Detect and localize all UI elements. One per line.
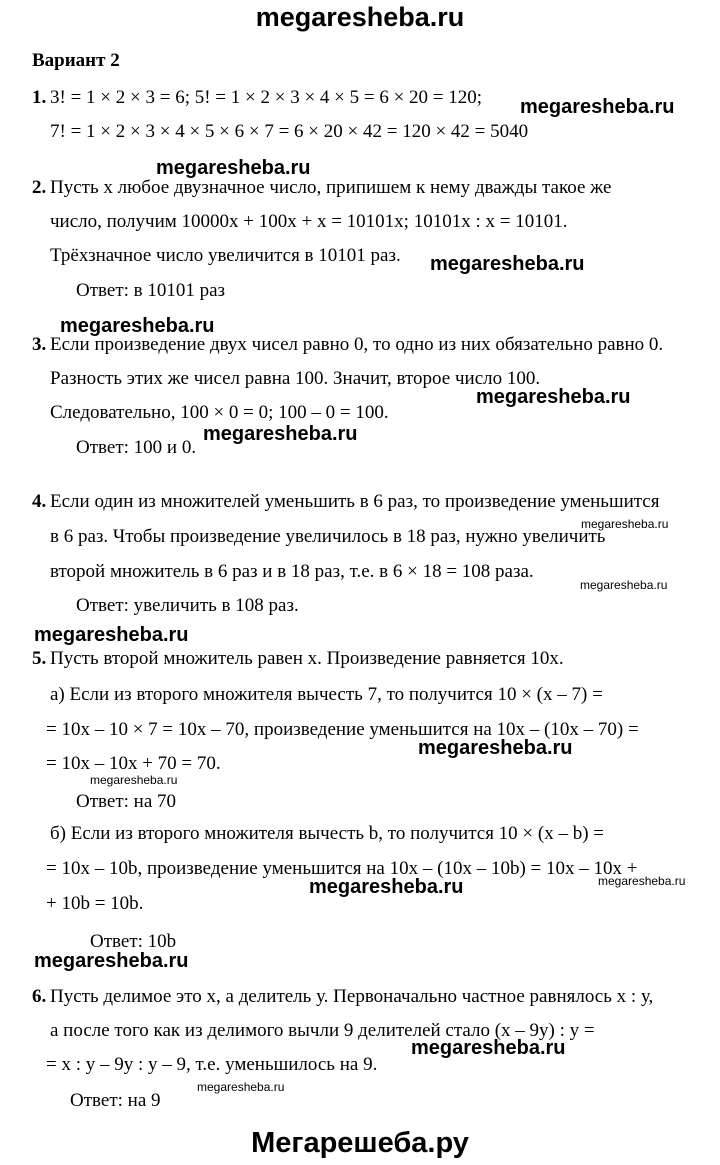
task-1-line-1: 3! = 1 × 2 × 3 = 6; 5! = 1 × 2 × 3 × 4 × 5 = 6 × 20 = 120; — [50, 87, 483, 108]
watermark-small: megaresheba.ru — [580, 578, 668, 592]
task-5b-line-2: = 10х – 10b, произведение уменьшится на 10х – (10х – 10b) = 10х – 10х + — [46, 858, 638, 879]
task-2-number: 2. — [32, 177, 47, 198]
task-3-answer: Ответ: 100 и 0. — [76, 437, 197, 458]
site-footer[interactable]: Мегарешеба.ру — [251, 1127, 469, 1159]
task-4-line-2: в 6 раз. Чтобы произведение увеличилось в 18 раз, нужно увеличить — [50, 526, 606, 547]
task-5b-line-3: + 10b = 10b. — [46, 893, 144, 914]
task-6-number: 6. — [32, 986, 47, 1007]
watermark: megaresheba.ru — [411, 1037, 566, 1059]
watermark: megaresheba.ru — [520, 96, 675, 118]
watermark-small: megaresheba.ru — [581, 517, 669, 531]
task-2-answer: Ответ: в 10101 раз — [76, 280, 226, 301]
task-5-line-1: Пусть второй множитель равен х. Произведение равняется 10х. — [50, 648, 564, 669]
task-3-number: 3. — [32, 334, 47, 355]
task-5a-line-1: а) Если из второго множителя вычесть 7, то получится 10 × (х – 7) = — [50, 684, 603, 705]
watermark: megaresheba.ru — [418, 737, 573, 759]
site-header[interactable]: megaresheba.ru — [255, 2, 465, 32]
watermark-small: megaresheba.ru — [197, 1080, 285, 1094]
task-4-answer: Ответ: увеличить в 108 раз. — [76, 595, 299, 616]
task-5a-line-3: = 10х – 10х + 70 = 70. — [46, 753, 221, 774]
task-6-line-3: = х : у – 9у : у – 9, т.е. уменьшилось на 9. — [46, 1054, 378, 1075]
watermark: megaresheba.ru — [430, 253, 585, 275]
task-5b-line-1: б) Если из второго множителя вычесть b, то получится 10 × (х – b) = — [50, 823, 605, 844]
task-4-line-3: второй множитель в 6 раз и в 18 раз, т.е. в 6 × 18 = 108 раза. — [50, 561, 534, 582]
task-5a-answer: Ответ: на 70 — [76, 791, 177, 812]
task-6-line-1: Пусть делимое это х, а делитель у. Первоначально частное равнялось х : у, — [50, 986, 654, 1007]
watermark: megaresheba.ru — [60, 315, 215, 337]
task-4-number: 4. — [32, 491, 47, 512]
task-2-line-1: Пусть х любое двузначное число, припишем к нему дважды такое же — [50, 177, 612, 198]
task-1-line-2: 7! = 1 × 2 × 3 × 4 × 5 × 6 × 7 = 6 × 20 × 42 = 120 × 42 = 5040 — [50, 121, 529, 142]
watermark-small: megaresheba.ru — [90, 773, 178, 787]
task-5a-line-2: = 10х – 10 × 7 = 10х – 70, произведение уменьшится на 10х – (10х – 70) = — [46, 719, 639, 740]
watermark: megaresheba.ru — [34, 624, 189, 646]
task-2-line-2: число, получим 10000х + 100х + х = 10101х; 10101х : х = 10101. — [50, 211, 568, 232]
task-6-line-2: а после того как из делимого вычли 9 делителей стало (х – 9у) : у = — [50, 1020, 595, 1041]
task-5-number: 5. — [32, 648, 47, 669]
task-2-line-3: Трёхзначное число увеличится в 10101 раз. — [50, 245, 401, 266]
watermark: megaresheba.ru — [34, 950, 189, 972]
task-3-line-3: Следовательно, 100 × 0 = 0; 100 – 0 = 100. — [50, 402, 389, 423]
variant-title: Вариант 2 — [32, 50, 120, 71]
task-5b-answer: Ответ: 10b — [90, 931, 177, 952]
task-1-number: 1. — [32, 87, 47, 108]
task-3-line-2: Разность этих же чисел равна 100. Значит, второе число 100. — [50, 368, 541, 389]
watermark-small: megaresheba.ru — [598, 874, 686, 888]
task-6-answer: Ответ: на 9 — [70, 1090, 161, 1111]
watermark: megaresheba.ru — [156, 157, 311, 179]
watermark: megaresheba.ru — [476, 386, 631, 408]
watermark: megaresheba.ru — [203, 423, 358, 445]
task-4-line-1: Если один из множителей уменьшить в 6 раз, то произведение уменьшится — [50, 491, 660, 512]
watermark: megaresheba.ru — [309, 876, 464, 898]
task-3-line-1: Если произведение двух чисел равно 0, то одно из них обязательно равно 0. — [50, 334, 664, 355]
